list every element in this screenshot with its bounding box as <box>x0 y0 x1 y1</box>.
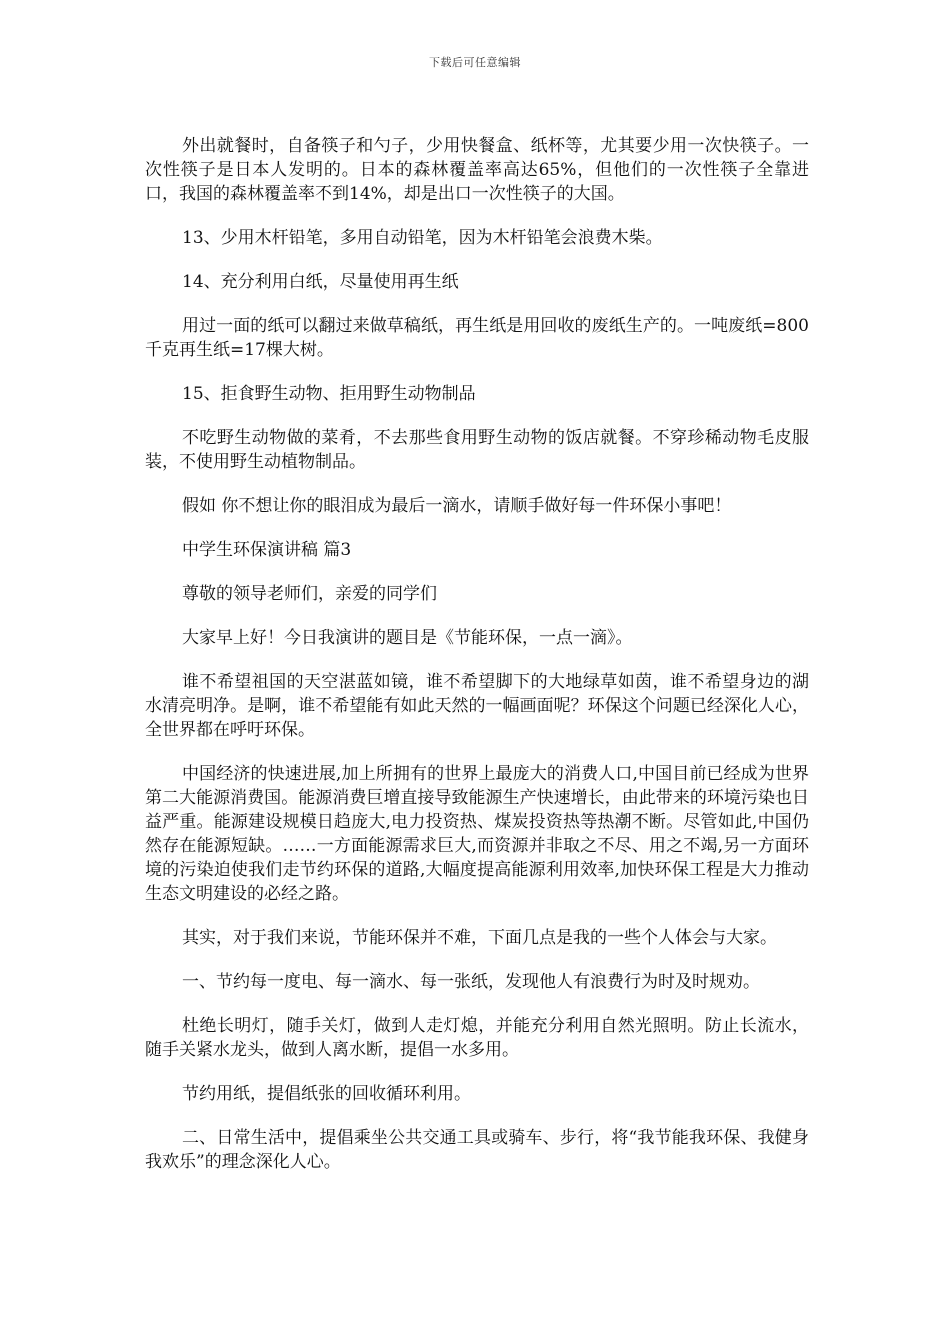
paragraph-paper-saving: 节约用纸，提倡纸张的回收循环利用。 <box>182 1084 471 1104</box>
section-title: 中学生环保演讲稿 篇3 <box>182 540 352 560</box>
paragraph-item-15: 15、拒食野生动物、拒用野生动物制品 <box>182 384 476 404</box>
paragraph-recycled-paper: 用过一面的纸可以翻过来做草稿纸，再生纸是用回收的废纸生产的。一吨废纸=800千克再生纸=17棵大树。 <box>145 316 809 360</box>
paragraph-personal-experience: 其实，对于我们来说，节能环保并不难，下面几点是我的一些个人体会与大家。 <box>182 928 777 948</box>
paragraph-wish: 谁不希望祖国的天空湛蓝如镜，谁不希望脚下的大地绿草如茵，谁不希望身边的湖水清亮明净。是啊，谁不希望能有如此天然的一幅画面呢？环保这个问题已经深化人心，全世界都在呼吁环保。 <box>145 672 809 740</box>
paragraph-point-one: 一、节约每一度电、每一滴水、每一张纸，发现他人有浪费行为时及时规劝。 <box>182 972 760 992</box>
document-body <box>145 134 809 1194</box>
paragraph-closing-appeal: 假如 你不想让你的眼泪成为最后一滴水，请顺手做好每一件环保小事吧！ <box>182 496 732 516</box>
paragraph-salutation: 尊敬的领导老师们，亲爱的同学们 <box>182 584 437 604</box>
paragraph-wildlife: 不吃野生动物做的菜肴，不去那些食用野生动物的饭店就餐。不穿珍稀动物毛皮服装，不使用野生动植物制品。 <box>145 428 809 472</box>
paragraph-energy-consumption: 中国经济的快速进展,加上所拥有的世界上最庞大的消费人口,中国目前已经成为世界第二大能源消费国。能源消费巨增直接导致能源生产快速增长，由此带来的环境污染也日益严重。能源建设规模日趋庞大,电力投资热、煤炭投资热等热潮不断。尽管如此,中国仍然存在能源短缺。……一方面能源需求巨大,而资源并非取之不尽、用之不竭,另一方面环境的污染迫使我们走节约环保的道路,大幅度提高能源利用效率,加快环保工程是大力推动生态文明建设的必经之路。 <box>145 764 809 904</box>
paragraph-item-13: 13、少用木杆铅笔，多用自动铅笔，因为木杆铅笔会浪费木柴。 <box>182 228 663 248</box>
page-header: 下载后可任意编辑 <box>429 56 521 69</box>
paragraph-chopsticks: 外出就餐时，自备筷子和勺子，少用快餐盒、纸杯等，尤其要少用一次快筷子。一次性筷子是日本人发明的。日本的森林覆盖率高达65%，但他们的一次性筷子全靠进口，我国的森林覆盖率不到14%，却是出口一次性筷子的大国。 <box>145 136 809 204</box>
paragraph-point-two: 二、日常生活中，提倡乘坐公共交通工具或骑车、步行，将“我节能我环保、我健身我欢乐”的理念深化人心。 <box>145 1128 809 1172</box>
paragraph-lights-water: 杜绝长明灯，随手关灯，做到人走灯熄，并能充分利用自然光照明。防止长流水，随手关紧水龙头，做到人离水断，提倡一水多用。 <box>145 1016 809 1060</box>
paragraph-item-14: 14、充分利用白纸，尽量使用再生纸 <box>182 272 459 292</box>
paragraph-greeting: 大家早上好！今日我演讲的题目是《节能环保，一点一滴》。 <box>182 628 633 648</box>
